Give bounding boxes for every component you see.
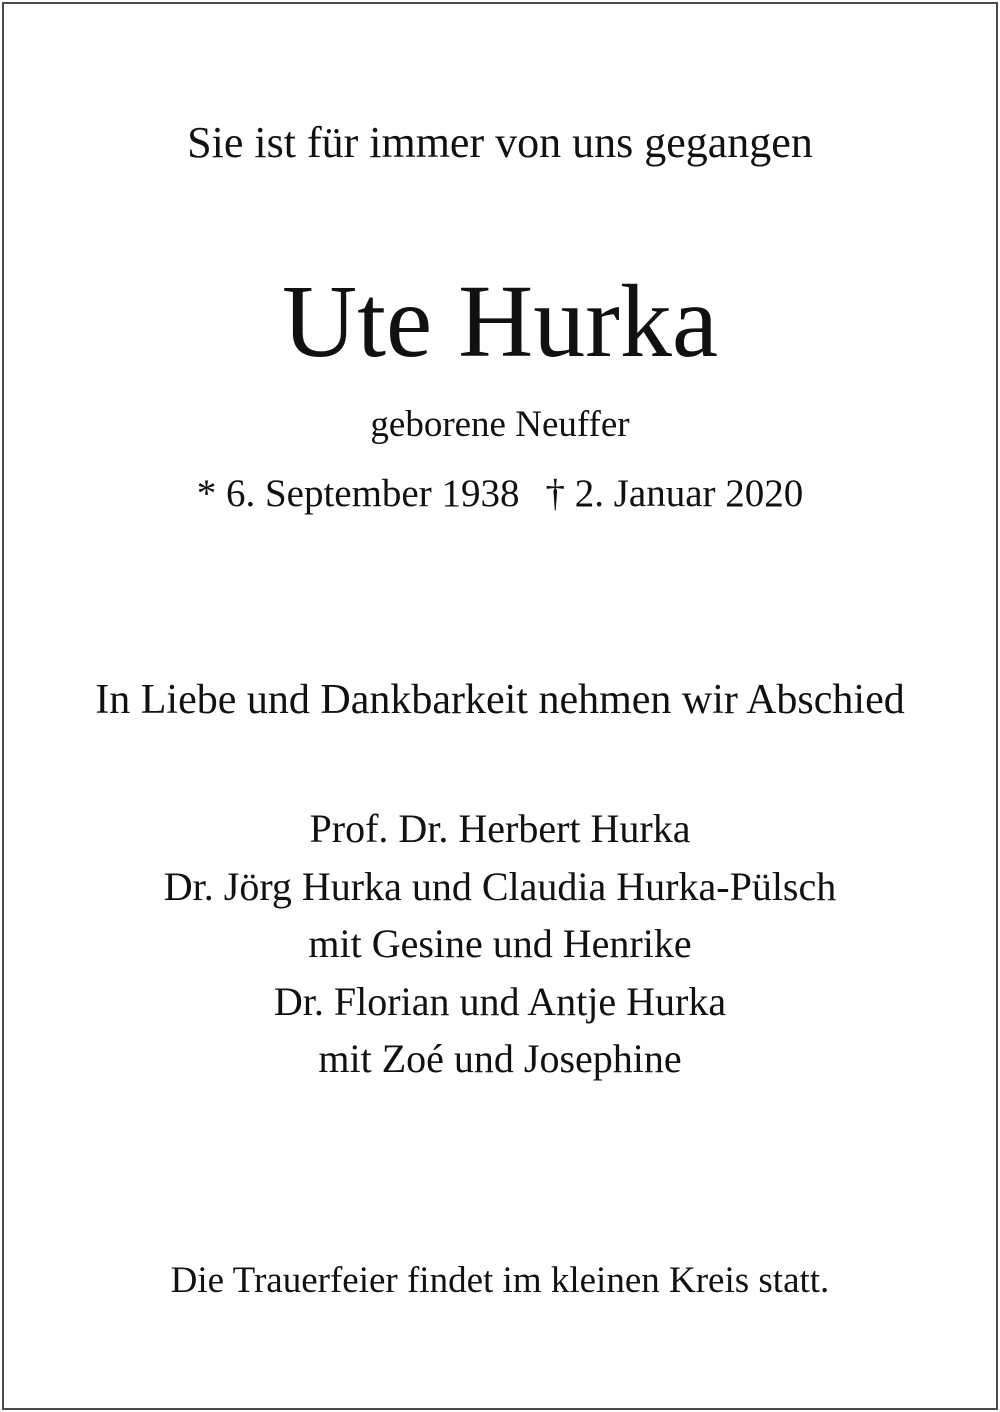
birth-date: * 6. September 1938 — [196, 472, 520, 515]
mourner-line: mit Zoé und Josephine — [318, 1036, 682, 1081]
life-dates — [0, 474, 1000, 513]
mourner-line: Dr. Jörg Hurka und Claudia Hurka-Pülsch — [163, 863, 837, 909]
intro-text: Sie ist für immer von uns gegangen — [187, 118, 813, 167]
mourner-line: Prof. Dr. Herbert Hurka — [309, 806, 691, 851]
mourner-line: mit Gesine und Henrike — [308, 921, 692, 966]
farewell-text: In Liebe und Dankbarkeit nehmen wir Abschied — [95, 677, 905, 723]
birth-name: geborene Neuffer — [370, 404, 630, 445]
deceased-name: Ute Hurka — [281, 264, 719, 379]
death-date: † 2. Januar 2020 — [545, 472, 804, 515]
mourner-line: Dr. Florian und Antje Hurka — [273, 978, 727, 1024]
ceremony-note: Die Trauerfeier findet im kleinen Kreis statt. — [170, 1260, 830, 1301]
mourners-list — [0, 800, 1000, 1088]
